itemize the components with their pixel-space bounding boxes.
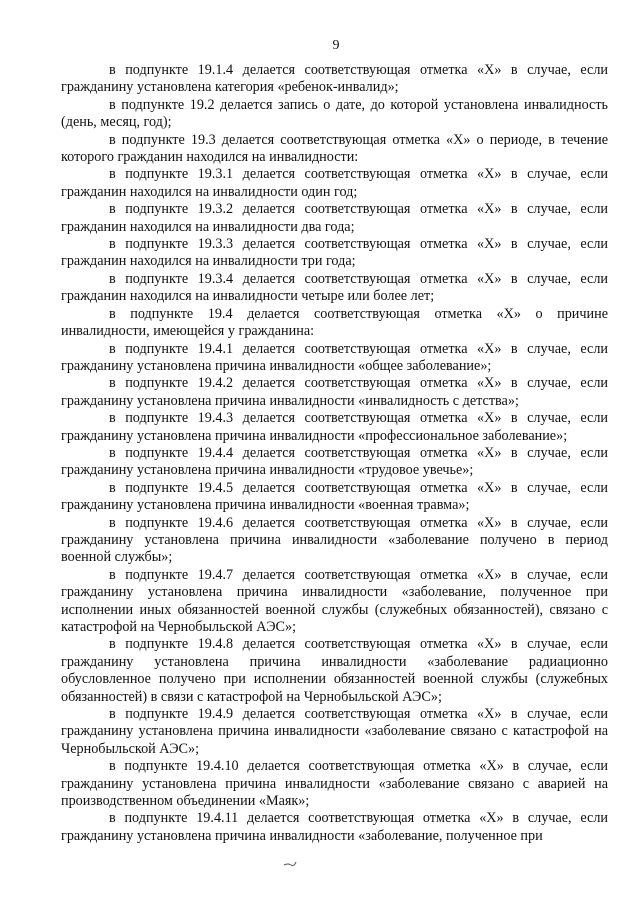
paragraph-19-3: в подпункте 19.3 делается соответствующая отметка «Х» о периоде, в течение которого гражданин находился на инвалидности: (61, 131, 608, 166)
document-body (61, 62, 608, 845)
paragraph-19-3-2: в подпункте 19.3.2 делается соответствующая отметка «Х» в случае, если гражданин находился на инвалидности два года; (61, 201, 608, 235)
paragraph-19-3-3: в подпункте 19.3.3 делается соответствующая отметка «Х» в случае, если гражданин находился на инвалидности три года; (61, 236, 608, 270)
paragraph-19-4-3: в подпункте 19.4.3 делается соответствующая отметка «Х» в случае, если гражданину установлена причина инвалидности «профессиональное заболевание»; (61, 410, 608, 444)
paragraph-19-3-4: в подпункте 19.3.4 делается соответствующая отметка «Х» в случае, если гражданин находился на инвалидности четыре или более лет; (61, 270, 608, 305)
paragraph-19-4-2: в подпункте 19.4.2 делается соответствующая отметка «Х» в случае, если гражданину установлена причина инвалидности «инвалидность с детства»; (61, 375, 608, 409)
paragraph-19-2: в подпункте 19.2 делается запись о дате, до которой установлена инвалидность (день, месяц, год); (61, 96, 608, 131)
paragraph-19-4-1: в подпункте 19.4.1 делается соответствующая отметка «Х» в случае, если гражданину установлена причина инвалидности «общее заболевание»; (61, 340, 608, 374)
paragraph-19-4-5: в подпункте 19.4.5 делается соответствующая отметка «Х» в случае, если гражданину установлена причина инвалидности «военная травма»; (61, 479, 608, 514)
paragraph-19-4-8: в подпункте 19.4.8 делается соответствующая отметка «Х» в случае, если гражданину установлена причина инвалидности «заболевание радиационно обусловленное получено при исполнении обязанностей военной службы (служебных обязанностей) в связи с катастрофой на Чернобыльской АЭС»; (61, 636, 608, 705)
paragraph-19-4: в подпункте 19.4 делается соответствующая отметка «Х» о причине инвалидности, имеющейся у гражданина: (61, 305, 608, 340)
paragraph-19-4-7: в подпункте 19.4.7 делается соответствующая отметка «Х» в случае, если гражданину установлена причина инвалидности «заболевание, полученное при исполнении иных обязанностей военной службы (служебных обязанностей), связано с катастрофой на Чернобыльской АЭС»; (61, 566, 608, 635)
paragraph-19-4-6: в подпункте 19.4.6 делается соответствующая отметка «Х» в случае, если гражданину установлена причина инвалидности «заболевание получено в период военной службы»; (61, 514, 608, 566)
paragraph-19-4-11: в подпункте 19.4.11 делается соответствующая отметка «Х» в случае, если гражданину установлена причина инвалидности «заболевание, полученное при (61, 810, 608, 844)
paragraph-19-4-10: в подпункте 19.4.10 делается соответствующая отметка «Х» в случае, если гражданину установлена причина инвалидности «заболевание связано с аварией на производственном объединении «Маяк»; (61, 758, 608, 810)
paragraph-19-4-9: в подпункте 19.4.9 делается соответствующая отметка «Х» в случае, если гражданину установлена причина инвалидности «заболевание связано с катастрофой на Чернобыльской АЭС»; (61, 706, 608, 757)
scan-mark-icon (283, 861, 297, 867)
paragraph-19-1-4: в подпункте 19.1.4 делается соответствующая отметка «Х» в случае, если гражданину установлена категория «ребенок-инвалид»; (61, 62, 608, 96)
paragraph-19-3-1: в подпункте 19.3.1 делается соответствующая отметка «Х» в случае, если гражданин находился на инвалидности один год; (61, 166, 608, 200)
page-number: 9 (332, 38, 340, 53)
paragraph-19-4-4: в подпункте 19.4.4 делается соответствующая отметка «Х» в случае, если гражданину установлена причина инвалидности «трудовое увечье»; (61, 444, 608, 479)
